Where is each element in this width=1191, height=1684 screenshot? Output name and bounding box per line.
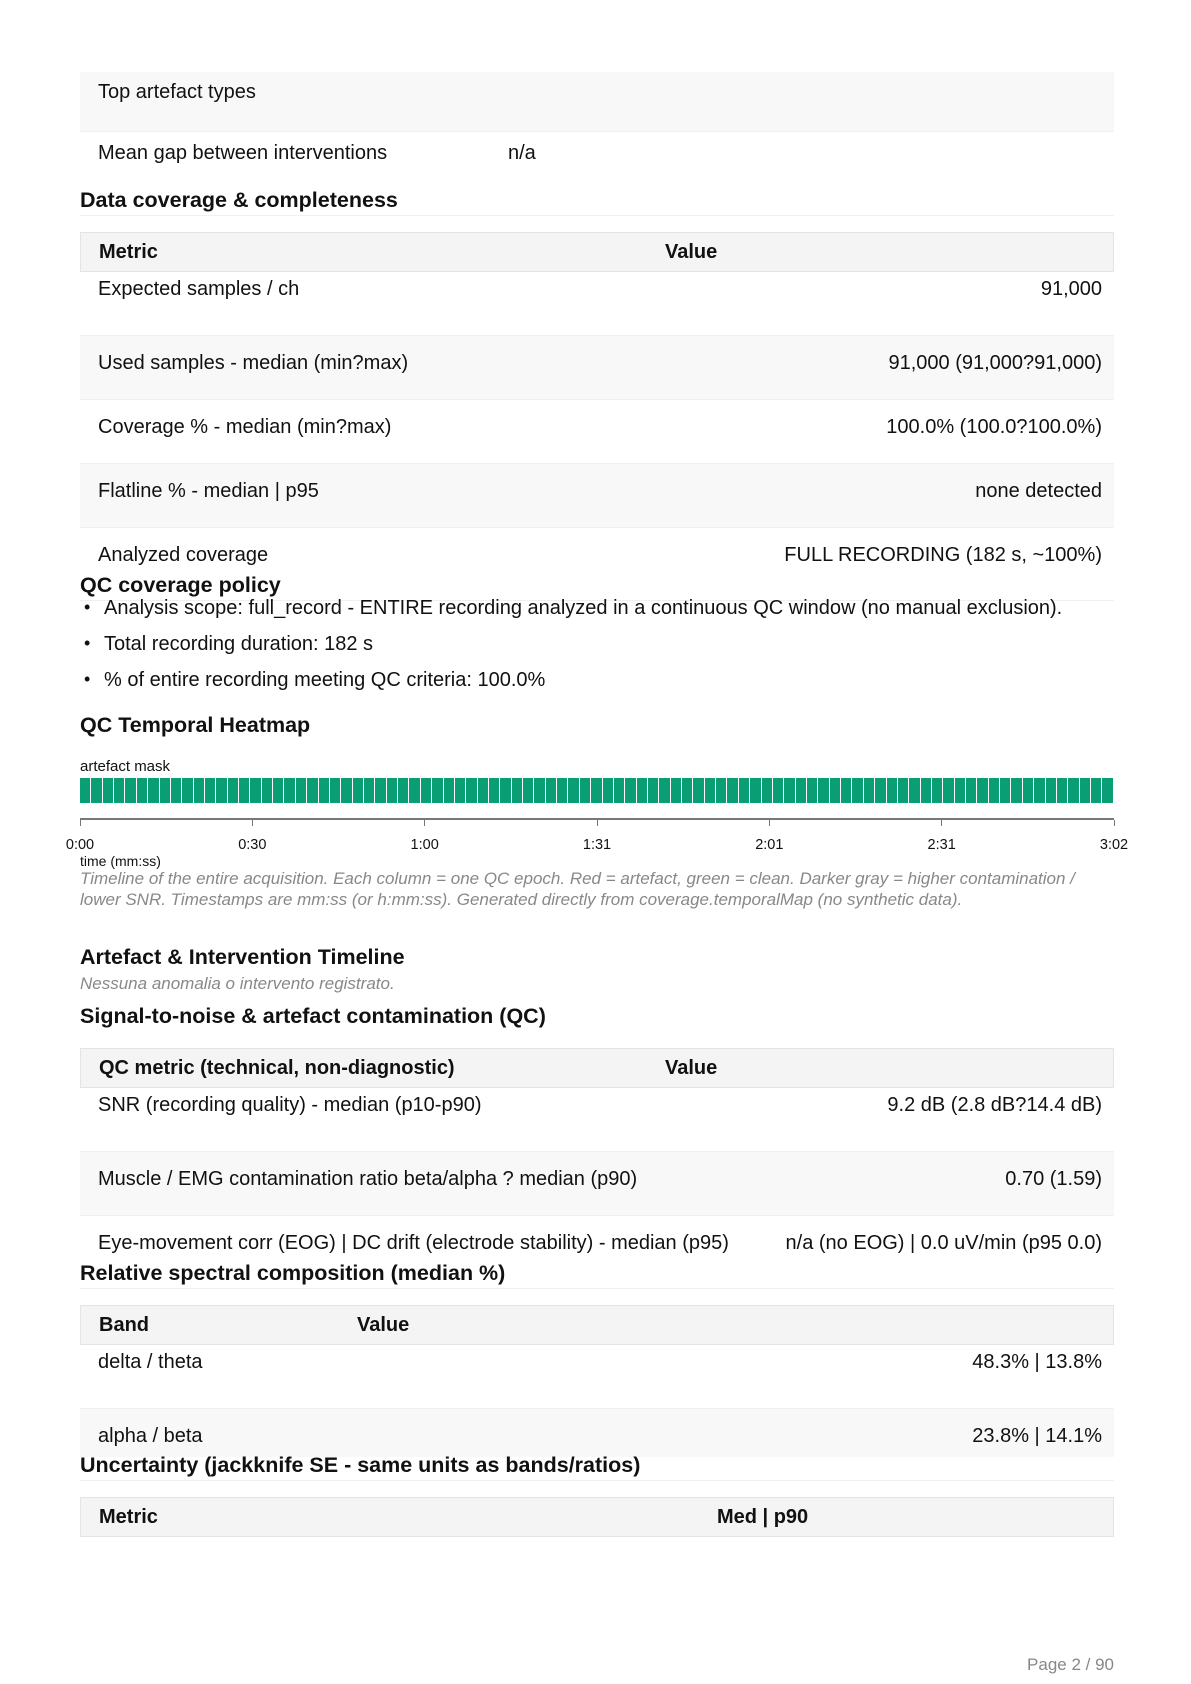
heatmap-row-label: artefact mask (80, 758, 171, 775)
row-label: Used samples - median (min?max) (98, 352, 409, 374)
heatmap-epoch-cell (841, 778, 851, 803)
heatmap-epoch-cell (103, 778, 113, 803)
heatmap-epoch-cell (432, 778, 442, 803)
uncertainty-table (80, 1497, 1114, 1537)
list-item: • Analysis scope: full_record - ENTIRE recording analyzed in a continuous QC window (no manual exclusion). (80, 597, 1062, 633)
heatmap-epoch-cell (1000, 778, 1010, 803)
section-heading-coverage: Data coverage & completeness (80, 188, 1114, 216)
heatmap-epoch-cell (205, 778, 215, 803)
heatmap-epoch-cell (909, 778, 919, 803)
axis-tick (597, 820, 598, 826)
heatmap-epoch-cell (762, 778, 772, 803)
heatmap-epoch-cell (455, 778, 465, 803)
heatmap-epoch-cell (875, 778, 885, 803)
heatmap-epoch-cell (818, 778, 828, 803)
heatmap-epoch-cell (898, 778, 908, 803)
section-heading-heatmap: QC Temporal Heatmap (80, 713, 311, 737)
row-value: 48.3% | 13.8% (972, 1351, 1102, 1373)
heatmap-epoch-cell (91, 778, 101, 803)
row-label: Coverage % - median (min?max) (98, 416, 392, 438)
heatmap-epoch-cell (659, 778, 669, 803)
axis-tick-label: 2:31 (927, 837, 956, 853)
heatmap-epoch-cell (807, 778, 817, 803)
heatmap-epoch-cell (625, 778, 635, 803)
heatmap-epoch-cell (239, 778, 249, 803)
heatmap-epoch-cell (466, 778, 476, 803)
column-header-metric: QC metric (technical, non-diagnostic) (99, 1057, 455, 1079)
heatmap-epoch-cell (114, 778, 124, 803)
row-label: Analyzed coverage (98, 544, 269, 566)
heatmap-epoch-cell (137, 778, 147, 803)
axis-tick-label: 0:00 (65, 837, 95, 853)
heatmap-epoch-cell (614, 778, 624, 803)
heatmap-epoch-cell (1011, 778, 1021, 803)
heatmap-epoch-cell (1068, 778, 1078, 803)
heatmap-epoch-cell (398, 778, 408, 803)
axis-tick-label: 1:00 (410, 837, 439, 853)
section-heading-policy: QC coverage policy (80, 573, 1114, 601)
column-header-metric: Metric (99, 241, 158, 263)
heatmap-epoch-cell (921, 778, 931, 803)
table-row (80, 1088, 1114, 1152)
heatmap-epoch-cell (262, 778, 272, 803)
column-header-value: Value (665, 241, 718, 263)
row-value: n/a (508, 142, 536, 164)
heatmap-epoch-cell (1034, 778, 1044, 803)
heatmap-epoch-cell (273, 778, 283, 803)
row-label: delta / theta (98, 1351, 203, 1373)
section-heading-snr: Signal-to-noise & artefact contamination (QC) (80, 1004, 546, 1028)
heatmap-epoch-cell (489, 778, 499, 803)
section-heading-timeline: Artefact & Intervention Timeline (80, 945, 405, 969)
axis-tick (941, 820, 942, 826)
section-heading-uncertainty: Uncertainty (jackknife SE - same units as bands/ratios) (80, 1453, 1114, 1481)
heatmap-epoch-cell (148, 778, 158, 803)
heatmap-epoch-cell (716, 778, 726, 803)
heatmap-epoch-cell (603, 778, 613, 803)
heatmap-epoch-cell (296, 778, 306, 803)
heatmap-epoch-cell (637, 778, 647, 803)
table-row (80, 1345, 1114, 1409)
row-label: Expected samples / ch (98, 278, 300, 300)
heatmap-epoch-cell (250, 778, 260, 803)
heatmap-epoch-cell (693, 778, 703, 803)
heatmap-epoch-cell (580, 778, 590, 803)
heatmap-epoch-cell (546, 778, 556, 803)
heatmap-epoch-cell (387, 778, 397, 803)
column-header-value: Value (357, 1314, 410, 1336)
table-row (80, 1409, 1114, 1457)
heatmap-epoch-cell (1057, 778, 1067, 803)
axis-tick (252, 820, 253, 826)
row-value: 100.0% (100.0?100.0%) (886, 416, 1102, 438)
axis-tick-label: 1:31 (582, 837, 612, 853)
axis-tick-label: 0:30 (238, 837, 267, 853)
heatmap-epoch-cell (307, 778, 317, 803)
heatmap-epoch-cell (1023, 778, 1033, 803)
heatmap-epoch-cell (977, 778, 987, 803)
column-header-value: Value (665, 1057, 718, 1079)
heatmap-epoch-cell (194, 778, 204, 803)
heatmap-epoch-cell (557, 778, 567, 803)
axis-tick (1114, 820, 1115, 826)
table-header (80, 1048, 1114, 1088)
row-value: none detected (975, 480, 1102, 502)
heatmap-epoch-cell (966, 778, 976, 803)
heatmap-epoch-cell (512, 778, 522, 803)
heatmap-epoch-cell (353, 778, 363, 803)
row-value: 0.70 (1.59) (1005, 1168, 1102, 1190)
axis-tick (769, 820, 770, 826)
summary-table (80, 72, 1114, 192)
heatmap-epoch-cell (943, 778, 953, 803)
row-label: alpha / beta (98, 1425, 203, 1447)
heatmap-epoch-cell (160, 778, 170, 803)
heatmap-epoch-cell (182, 778, 192, 803)
heatmap-epoch-cell (421, 778, 431, 803)
heatmap-epoch-cell (500, 778, 510, 803)
list-item: • % of entire recording meeting QC criteria: 100.0% (80, 669, 1062, 705)
heatmap-epoch-cell (80, 778, 90, 803)
heatmap-epoch-cell (216, 778, 226, 803)
table-header (80, 232, 1114, 272)
axis-title: time (mm:ss) (80, 853, 161, 869)
heatmap-epoch-cell (1102, 778, 1112, 803)
heatmap-epoch-cell (171, 778, 181, 803)
heatmap-epoch-cell (228, 778, 238, 803)
heatmap-epoch-cell (523, 778, 533, 803)
table-row (80, 72, 1114, 132)
heatmap-epoch-cell (955, 778, 965, 803)
row-value: 9.2 dB (2.8 dB?14.4 dB) (887, 1094, 1102, 1116)
row-value: 91,000 (1040, 278, 1102, 300)
row-label: Mean gap between interventions (98, 142, 388, 164)
heatmap-epoch-cell (784, 778, 794, 803)
timeline-note: Nessuna anomalia o intervento registrato. (80, 974, 395, 993)
heatmap-caption: Timeline of the entire acquisition. Each column = one QC epoch. Red = artefact, green = clean. Darker gray = higher contamination / lower SNR. Timestamps are mm:ss (or h:mm:ss). Generated directly from coverage.temporalMap (no synthetic data). (80, 869, 1075, 909)
heatmap-epoch-cell (1046, 778, 1056, 803)
heatmap-epoch-cell (534, 778, 544, 803)
heatmap-epoch-cell (750, 778, 760, 803)
heatmap-epoch-cell (852, 778, 862, 803)
policy-list (80, 597, 1062, 705)
row-value: n/a (no EOG) | 0.0 uV/min (p95 0.0) (785, 1232, 1102, 1254)
heatmap-epoch-cell (773, 778, 783, 803)
list-item: • Total recording duration: 182 s (80, 633, 1062, 669)
table-row (80, 272, 1114, 336)
axis-tick (80, 820, 81, 826)
heatmap-epoch-cell (671, 778, 681, 803)
table-row (80, 132, 1114, 192)
spectral-table (80, 1305, 1114, 1457)
snr-table (80, 1048, 1114, 1264)
axis-tick-label: 3:02 (1099, 837, 1129, 853)
row-label: Top artefact types (98, 81, 256, 103)
column-header-metric: Metric (99, 1506, 158, 1528)
row-value: 23.8% | 14.1% (972, 1425, 1102, 1447)
table-row (80, 528, 1114, 576)
column-header-value: Med | p90 (717, 1506, 809, 1528)
heatmap-epoch-cell (284, 778, 294, 803)
heatmap-epoch-cell (1080, 778, 1090, 803)
table-row (80, 464, 1114, 528)
heatmap-epoch-cell (409, 778, 419, 803)
row-label: Eye-movement corr (EOG) | DC drift (electrode stability) - median (p95) (98, 1232, 729, 1254)
heatmap-epoch-cell (319, 778, 329, 803)
heatmap-epoch-cell (830, 778, 840, 803)
heatmap-epoch-cell (330, 778, 340, 803)
row-value: FULL RECORDING (182 s, ~100%) (784, 544, 1102, 566)
heatmap-epoch-cell (364, 778, 374, 803)
row-value: 91,000 (91,000?91,000) (888, 352, 1102, 374)
table-row (80, 1216, 1114, 1264)
heatmap-epoch-cell (478, 778, 488, 803)
heatmap-epoch-cell (125, 778, 135, 803)
table-header (80, 1497, 1114, 1537)
heatmap-epoch-cell (739, 778, 749, 803)
table-row (80, 400, 1114, 464)
table-row (80, 1152, 1114, 1216)
heatmap-epoch-cell (989, 778, 999, 803)
heatmap-epoch-cell (341, 778, 351, 803)
row-label: Muscle / EMG contamination ratio beta/alpha ? median (p90) (98, 1168, 638, 1190)
heatmap-epoch-cell (932, 778, 942, 803)
coverage-table (80, 232, 1114, 576)
table-row (80, 336, 1114, 400)
heatmap-epoch-cell (705, 778, 715, 803)
heatmap-epoch-cell (727, 778, 737, 803)
heatmap-epoch-cell (887, 778, 897, 803)
table-header (80, 1305, 1114, 1345)
heatmap-epoch-cell (568, 778, 578, 803)
heatmap-strip (80, 778, 1114, 803)
heatmap-epoch-cell (796, 778, 806, 803)
row-label: Flatline % - median | p95 (98, 480, 319, 502)
section-heading-spectral: Relative spectral composition (median %) (80, 1261, 1114, 1289)
heatmap-epoch-cell (682, 778, 692, 803)
column-header-band: Band (99, 1314, 149, 1336)
axis-tick-label: 2:01 (755, 837, 784, 853)
heatmap-epoch-cell (1091, 778, 1101, 803)
row-label: SNR (recording quality) - median (p10-p90) (98, 1094, 482, 1116)
axis-tick (424, 820, 425, 826)
heatmap-epoch-cell (864, 778, 874, 803)
heatmap-epoch-cell (648, 778, 658, 803)
heatmap-epoch-cell (444, 778, 454, 803)
heatmap-epoch-cell (375, 778, 385, 803)
page-number: Page 2 / 90 (1027, 1655, 1114, 1674)
heatmap-epoch-cell (591, 778, 601, 803)
